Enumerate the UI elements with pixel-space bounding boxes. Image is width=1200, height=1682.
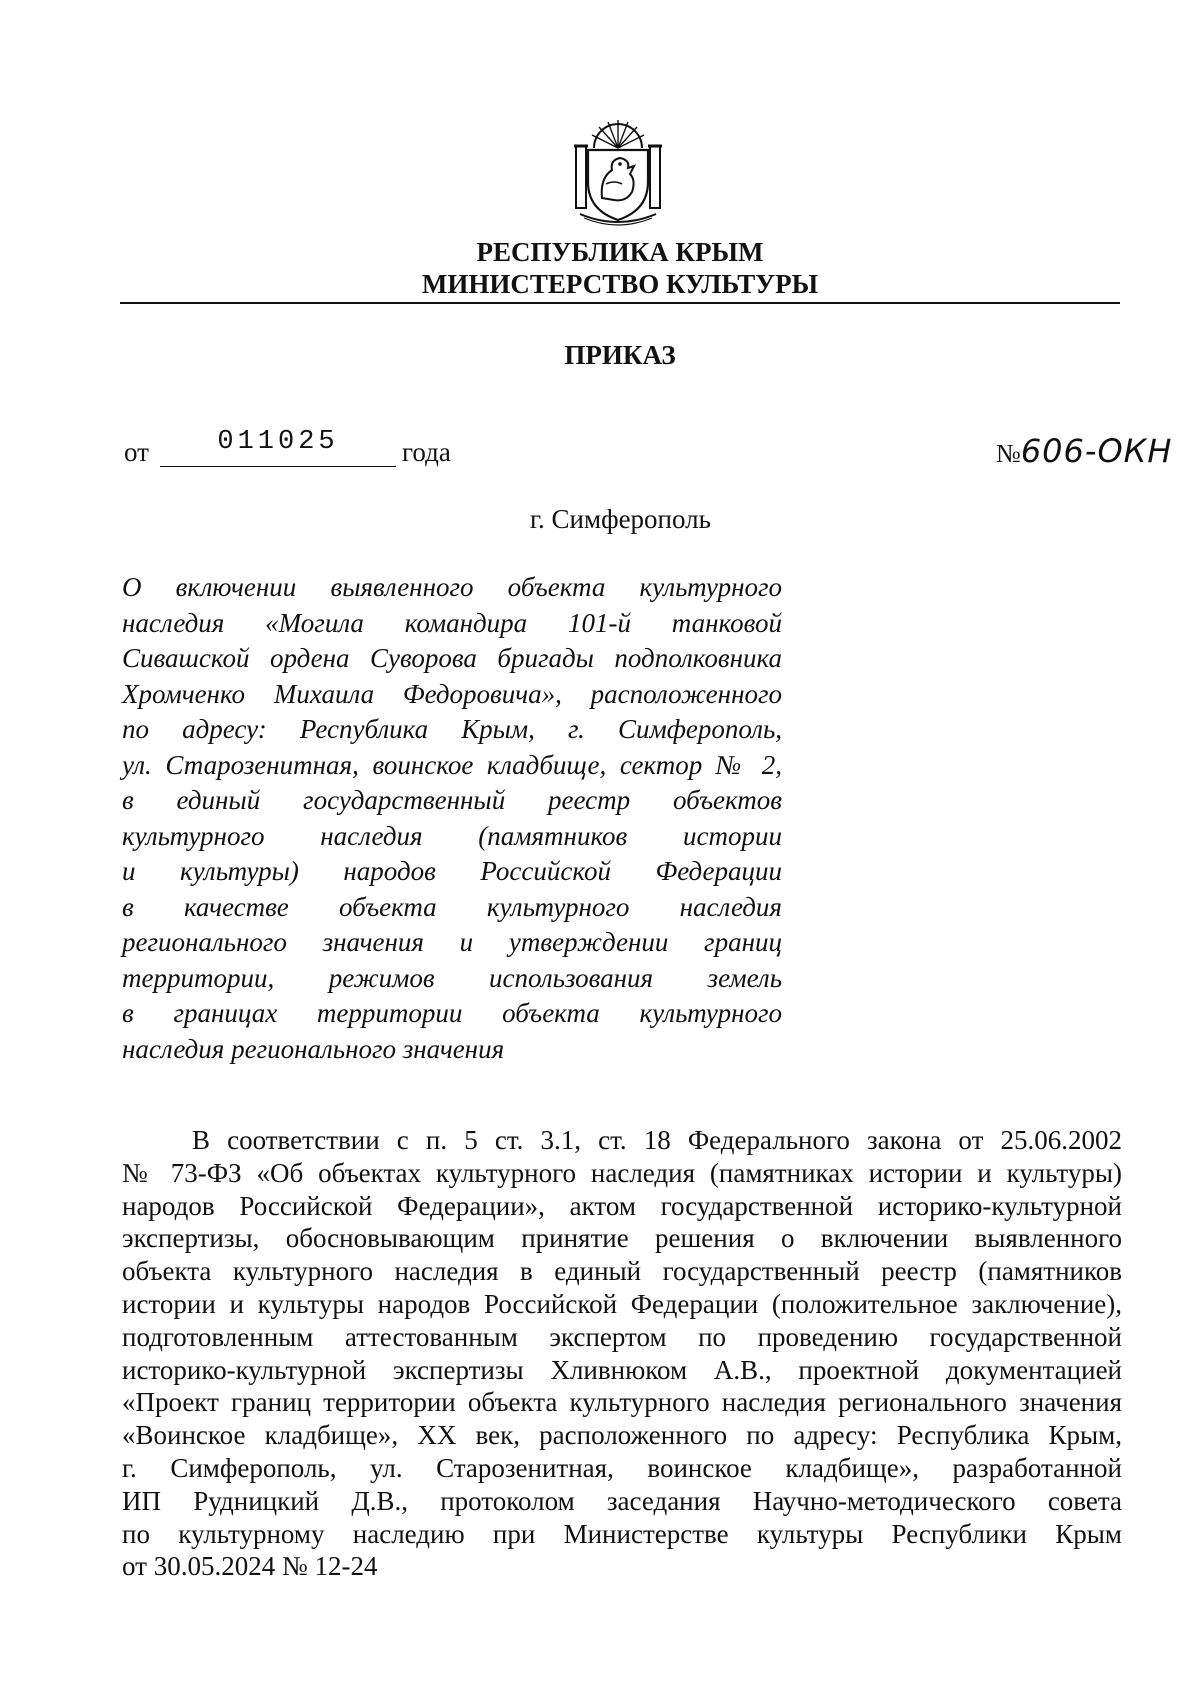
subject-line: в качестве объекта культурного наследия [122,891,782,922]
subject-line: наследия регионального значения [122,1033,505,1064]
handwritten-order-number: 606-ОКН [1020,432,1173,470]
subject-line: Хромченко Михаила Федоровича», расположенного [122,678,782,709]
crimea-coat-of-arms-icon [570,118,666,226]
body-line: объекта культурного наследия в единый государственный реестр (памятников [122,1256,1122,1287]
body-line: ИП Рудницкий Д.В., протоколом заседания Научно-методического совета [122,1485,1122,1516]
body-line: историко-культурной экспертизы Хливнюком А.В., проектной документацией [122,1354,1122,1385]
document-title: ПРИКАЗ [564,340,676,370]
subject-line: наследия «Могила командира 101-й танковой [122,607,782,638]
subject-line: культурного наследия (памятников истории [122,820,782,851]
subject-line: по адресу: Республика Крым, г. Симферополь, [122,714,782,744]
ministry-name: МИНИСТЕРСТВО КУЛЬТУРЫ [421,269,819,299]
order-preamble [122,1124,1122,1583]
subject-line: и культуры) народов Российской Федерации [122,856,782,886]
republic-name: РЕСПУБЛИКА КРЫМ [476,237,764,267]
subject-line: регионального значения и утверждении границ [122,927,782,957]
order-number [996,432,1172,470]
body-line: истории и культуры народов Российской Федерации (положительное заключение), [122,1288,1122,1319]
subject-line: территории, режимов использования земель [122,962,782,993]
body-line: «Воинское кладбище», XX век, расположенного по адресу: Республика Крым, [122,1420,1122,1451]
body-line: № 73-ФЗ «Об объектах культурного наследия (памятниках истории и культуры) [122,1157,1122,1188]
body-line: экспертизы, обосновывающим принятие решения о включении выявленного [122,1223,1122,1254]
body-line: г. Симферополь, ул. Старозенитная, воинское кладбище», разработанной [122,1452,1122,1483]
number-sign: № [996,439,1021,468]
subject-line: О включении выявленного объекта культурного [122,572,782,602]
order-subject [122,570,782,1067]
subject-line: в единый государственный реестр объектов [122,785,782,815]
order-date-stamp: 011025 [217,427,339,457]
header-divider [120,302,1120,304]
body-line: от 30.05.2024 № 12-24 [122,1551,378,1582]
body-line: «Проект границ территории объекта культурного наследия регионального значения [122,1387,1122,1418]
body-line: В соответствии с п. 5 ст. 3.1, ст. 18 Федерального закона от 25.06.2002 [192,1125,1122,1155]
subject-line: ул. Старозенитная, воинское кладбище, сектор № 2, [122,749,782,780]
body-line: народов Российской Федерации», актом государственной историко-культурной [122,1190,1122,1221]
city-of-issue: г. Симферополь [530,504,711,534]
subject-line: в границах территории объекта культурного [122,998,782,1028]
subject-line: Сивашской ордена Суворова бригады подполковника [122,643,782,673]
date-underline [160,466,396,467]
date-suffix: года [402,437,451,467]
date-prefix: от [124,437,149,467]
body-line: по культурному наследию при Министерстве культуры Республики Крым [122,1518,1122,1549]
body-line: подготовленным аттестованным экспертом по проведению государственной [122,1321,1122,1352]
